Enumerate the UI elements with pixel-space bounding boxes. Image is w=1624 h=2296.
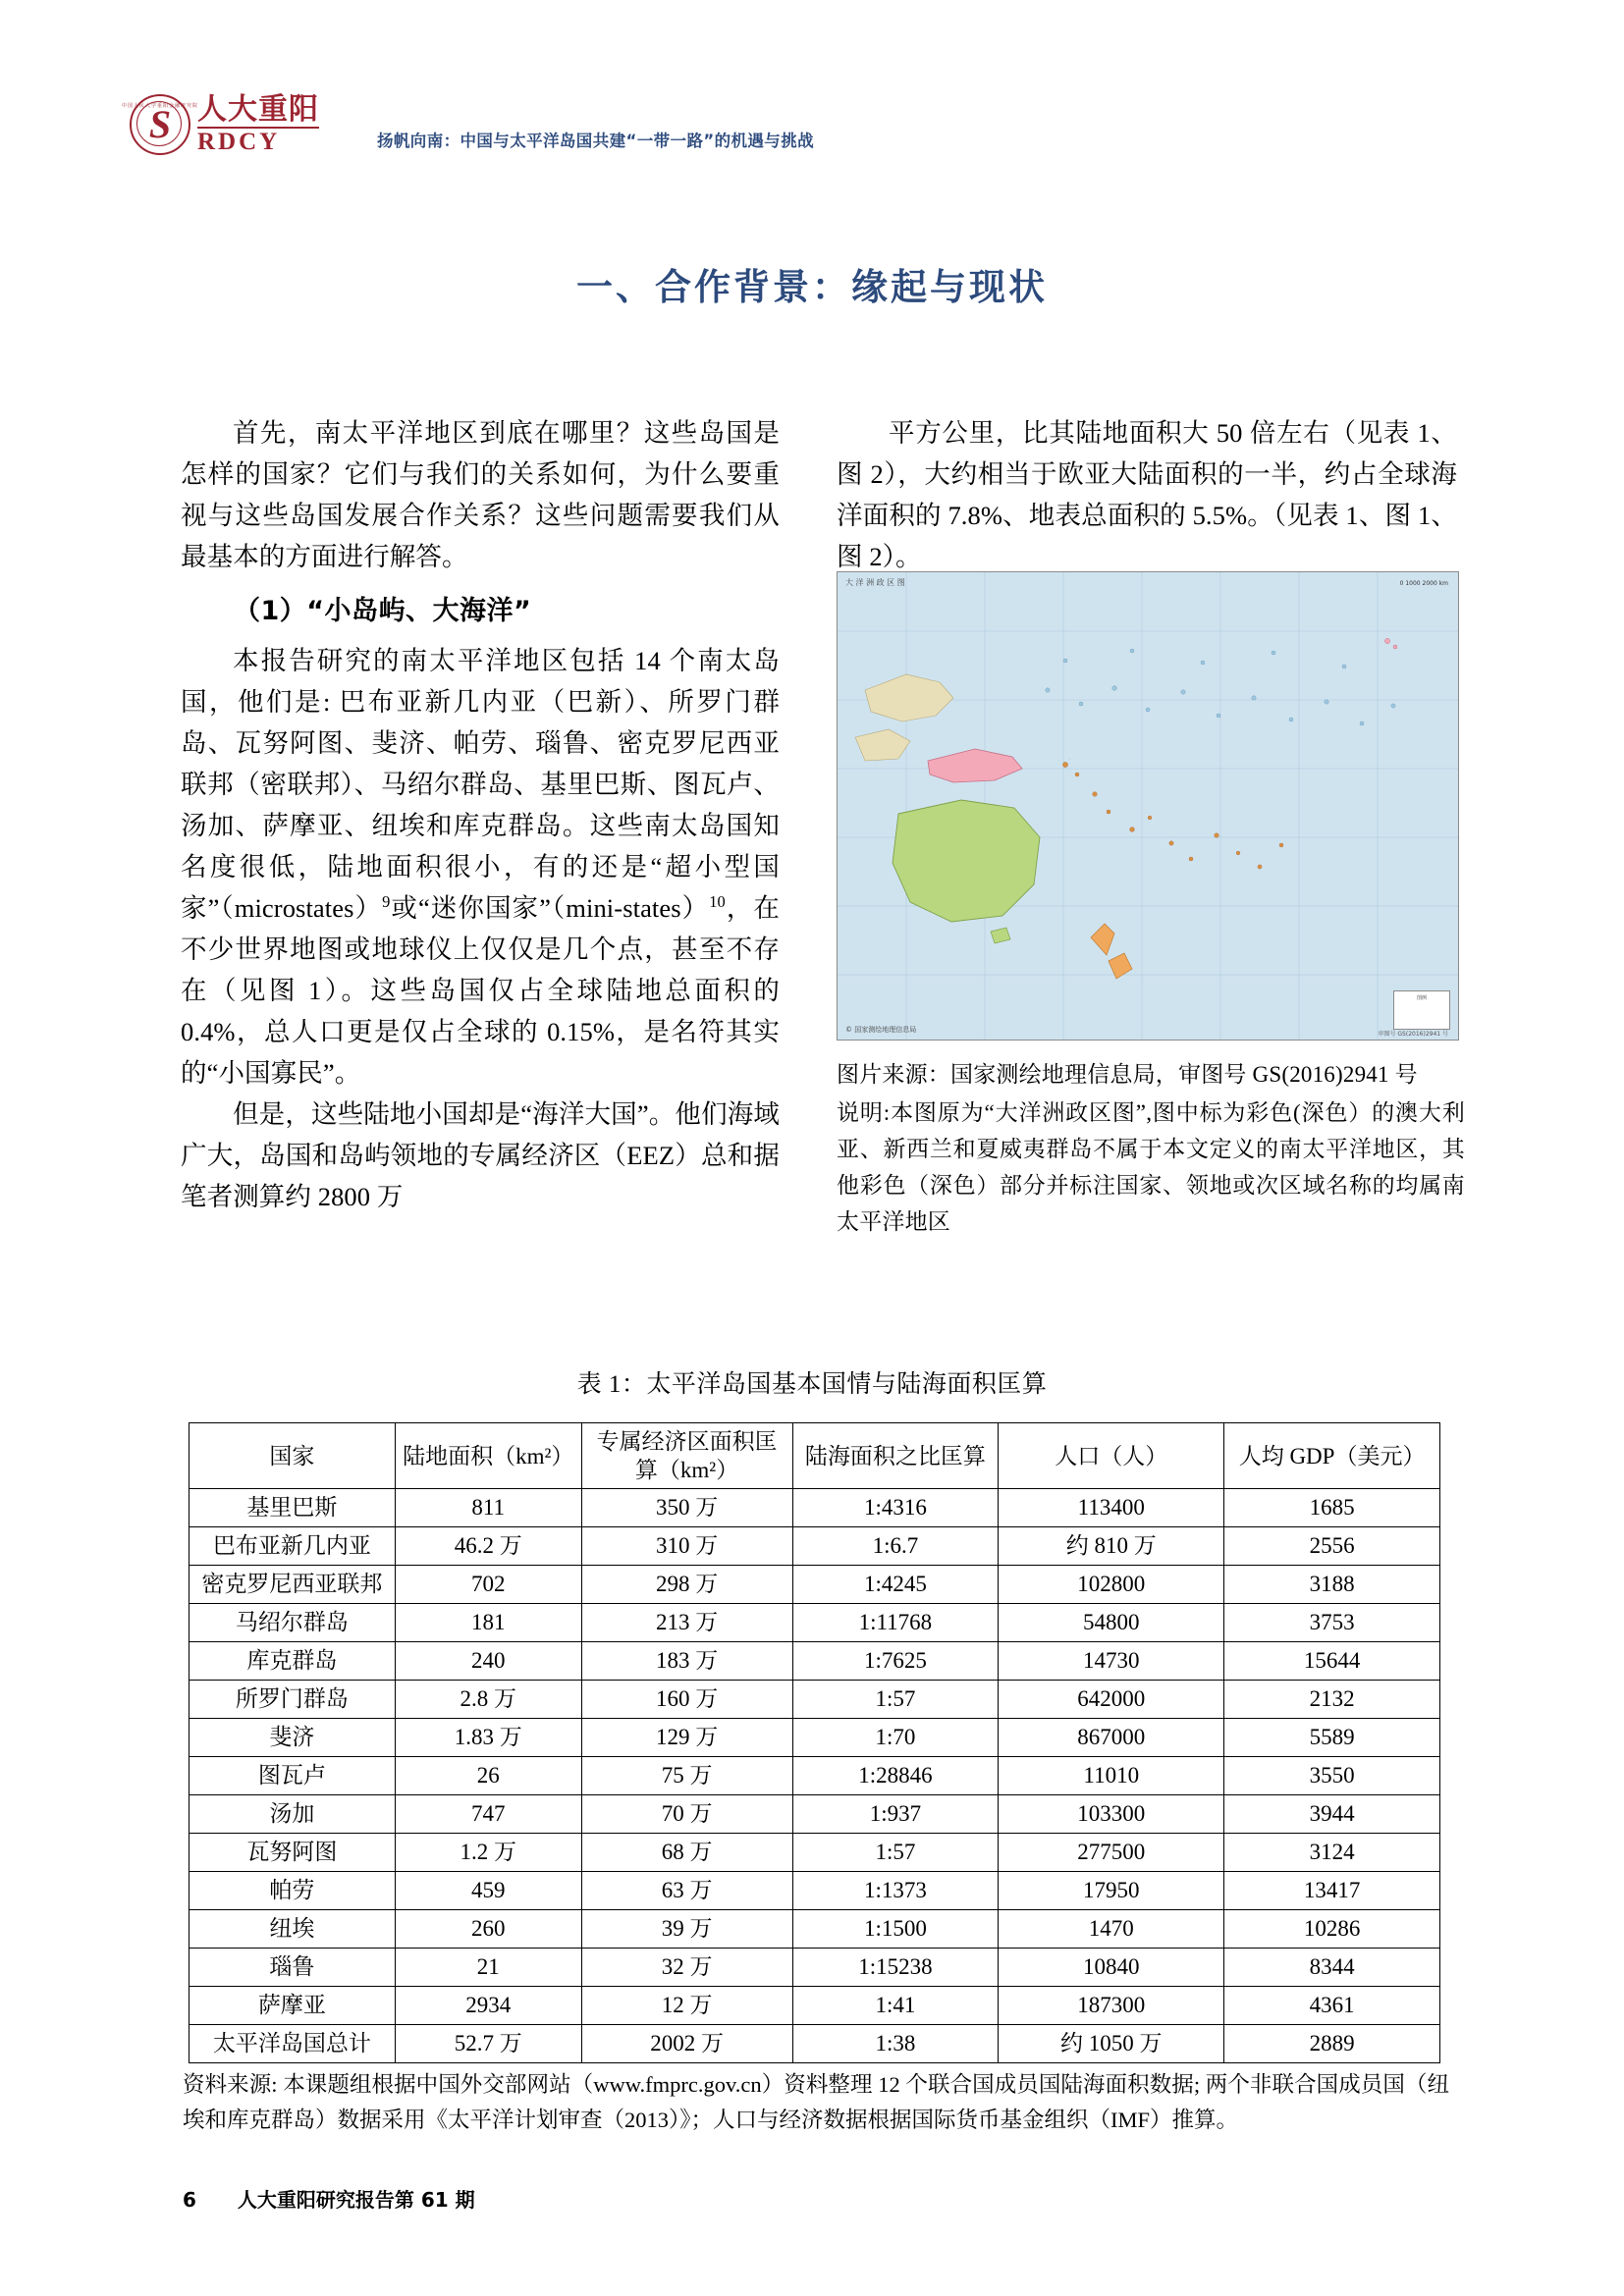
cell-eez-area: 75 万 bbox=[581, 1757, 792, 1795]
cell-population: 113400 bbox=[999, 1489, 1224, 1527]
column-header-eez-area: 专属经济区面积匡算（km²） bbox=[581, 1423, 792, 1489]
cell-gdp: 3124 bbox=[1224, 1834, 1440, 1872]
footnote-marker-10: 10 bbox=[709, 892, 726, 912]
cell-population: 11010 bbox=[999, 1757, 1224, 1795]
table-row bbox=[189, 1681, 1440, 1719]
footnote-marker-9: 9 bbox=[382, 892, 391, 912]
cell-gdp: 10286 bbox=[1224, 1910, 1440, 1949]
cell-land-area: 2934 bbox=[395, 1987, 581, 2025]
cell-ratio: 1:70 bbox=[792, 1719, 999, 1757]
cell-population: 约 810 万 bbox=[999, 1527, 1224, 1566]
cell-gdp: 2556 bbox=[1224, 1527, 1440, 1566]
cell-population: 187300 bbox=[999, 1987, 1224, 2025]
figure-note-text: 本图原为“大洋洲政区图”,图中标为彩色(深色）的澳大利亚、新西兰和夏威夷群岛不属于本文定义的南太平洋地区，其他彩色（深色）部分并标注国家、领地或次区域名称的均属南太平洋地区 bbox=[837, 1100, 1465, 1234]
cell-country: 帕劳 bbox=[189, 1872, 396, 1910]
cell-ratio: 1:11768 bbox=[792, 1604, 999, 1642]
cell-country: 密克罗尼西亚联邦 bbox=[189, 1566, 396, 1604]
cell-country: 汤加 bbox=[189, 1795, 396, 1834]
cell-ratio: 1:28846 bbox=[792, 1757, 999, 1795]
logo-wordmark bbox=[197, 94, 319, 155]
table-row bbox=[189, 1872, 1440, 1910]
cell-country: 太平洋岛国总计 bbox=[189, 2025, 396, 2063]
cell-land-area: 1.2 万 bbox=[395, 1834, 581, 1872]
cell-country: 纽埃 bbox=[189, 1910, 396, 1949]
cell-population: 642000 bbox=[999, 1681, 1224, 1719]
table-row bbox=[189, 1987, 1440, 2025]
cell-eez-area: 213 万 bbox=[581, 1604, 792, 1642]
cell-gdp: 15644 bbox=[1224, 1642, 1440, 1681]
cell-population: 约 1050 万 bbox=[999, 2025, 1224, 2063]
table-row bbox=[189, 1910, 1440, 1949]
cell-land-area: 26 bbox=[395, 1757, 581, 1795]
cell-eez-area: 183 万 bbox=[581, 1642, 792, 1681]
cell-land-area: 747 bbox=[395, 1795, 581, 1834]
cell-land-area: 260 bbox=[395, 1910, 581, 1949]
figure-note-label: 说明: bbox=[837, 1100, 891, 1125]
column-header-gdp-per-capita: 人均 GDP（美元） bbox=[1224, 1423, 1440, 1489]
seal-letter: S bbox=[148, 102, 172, 146]
cell-land-area: 46.2 万 bbox=[395, 1527, 581, 1566]
cell-gdp: 3188 bbox=[1224, 1566, 1440, 1604]
svg-text:·: · bbox=[1069, 758, 1071, 762]
cell-population: 867000 bbox=[999, 1719, 1224, 1757]
paragraph-ocean-states: 但是，这些陆地小国却是“海洋大国”。他们海域广大，岛国和岛屿领地的专属经济区（EEZ）总和据笔者测算约 2800 万 bbox=[181, 1099, 780, 1211]
cell-gdp: 2889 bbox=[1224, 2025, 1440, 2063]
cell-ratio: 1:7625 bbox=[792, 1642, 999, 1681]
cell-country: 斐济 bbox=[189, 1719, 396, 1757]
figure-note bbox=[837, 1095, 1465, 1240]
running-title: 扬帆向南：中国与太平洋岛国共建“一带一路”的机遇与挑战 bbox=[377, 132, 814, 150]
cell-ratio: 1:4245 bbox=[792, 1566, 999, 1604]
cell-land-area: 1.83 万 bbox=[395, 1719, 581, 1757]
cell-eez-area: 350 万 bbox=[581, 1489, 792, 1527]
table-row bbox=[189, 1834, 1440, 1872]
column-header-land-area: 陆地面积（km²） bbox=[395, 1423, 581, 1489]
cell-ratio: 1:6.7 bbox=[792, 1527, 999, 1566]
cell-land-area: 240 bbox=[395, 1642, 581, 1681]
cell-population: 10840 bbox=[999, 1949, 1224, 1987]
cell-population: 277500 bbox=[999, 1834, 1224, 1872]
cell-gdp: 4361 bbox=[1224, 1987, 1440, 2025]
cell-ratio: 1:15238 bbox=[792, 1949, 999, 1987]
column-header-land-sea-ratio: 陆海面积之比匡算 bbox=[792, 1423, 999, 1489]
cell-ratio: 1:937 bbox=[792, 1795, 999, 1834]
cell-country: 马绍尔群岛 bbox=[189, 1604, 396, 1642]
cell-eez-area: 12 万 bbox=[581, 1987, 792, 2025]
page-number: 6 bbox=[183, 2188, 196, 2212]
table-row bbox=[189, 1795, 1440, 1834]
map-image bbox=[838, 572, 1458, 1040]
cell-eez-area: 298 万 bbox=[581, 1566, 792, 1604]
cell-land-area: 702 bbox=[395, 1566, 581, 1604]
cell-land-area: 459 bbox=[395, 1872, 581, 1910]
cell-land-area: 21 bbox=[395, 1949, 581, 1987]
table-source-note: 资料来源: 本课题组根据中国外交部网站（www.fmprc.gov.cn）资料整理 12 个联合国成员国陆海面积数据; 两个非联合国成员国（纽埃和库克群岛）数据采用《太平洋计划审查（2013）》；人口与经济数据根据国际货币基金组织（IMF）推算。 bbox=[183, 2072, 1449, 2132]
cell-land-area: 52.7 万 bbox=[395, 2025, 581, 2063]
seal-icon bbox=[121, 94, 199, 155]
paragraph-island-list-a: 本报告研究的南太平洋地区包括 14 个南太岛国，他们是: 巴布亚新几内亚（巴新）、所罗门群岛、瓦努阿图、斐济、帕劳、瑙鲁、密克罗尼西亚联邦（密联邦）、马绍尔群岛、基里巴斯、图瓦卢、汤加、萨摩亚、纽埃和库克群岛。这些南太岛国知名度很低，陆地面积很小，有的还是“超小型国家”（microstates） bbox=[181, 646, 780, 923]
cell-eez-area: 68 万 bbox=[581, 1834, 792, 1872]
cell-land-area: 2.8 万 bbox=[395, 1681, 581, 1719]
cell-population: 14730 bbox=[999, 1642, 1224, 1681]
cell-eez-area: 32 万 bbox=[581, 1949, 792, 1987]
cell-gdp: 13417 bbox=[1224, 1872, 1440, 1910]
page-header bbox=[121, 92, 1494, 155]
left-column bbox=[181, 412, 780, 1217]
cell-eez-area: 39 万 bbox=[581, 1910, 792, 1949]
paragraph-island-list bbox=[181, 640, 780, 1094]
cell-gdp: 3753 bbox=[1224, 1604, 1440, 1642]
page-footer bbox=[183, 2184, 1449, 2213]
figure-source-label: 图片来源： bbox=[837, 1062, 950, 1087]
rdcy-logo bbox=[121, 92, 355, 155]
oceania-map-figure bbox=[837, 571, 1459, 1041]
seal-ring-text: 中国人民大学重阳金融研究院 bbox=[121, 103, 199, 109]
table-row bbox=[189, 1527, 1440, 1566]
logo-brand-en: RDCY bbox=[197, 128, 281, 155]
cell-ratio: 1:4316 bbox=[792, 1489, 999, 1527]
cell-population: 17950 bbox=[999, 1872, 1224, 1910]
cell-gdp: 1685 bbox=[1224, 1489, 1440, 1527]
map-attribution-label: © 国家测绘地理信息局 bbox=[845, 1026, 917, 1034]
section-subheading: （1）“小岛屿、大海洋” bbox=[234, 596, 532, 626]
table-row bbox=[189, 1757, 1440, 1795]
footer-series-title: 人大重阳研究报告第 61 期 bbox=[237, 2188, 475, 2212]
table-row-total bbox=[189, 2025, 1440, 2063]
column-header-country: 国家 bbox=[189, 1423, 396, 1489]
cell-country: 所罗门群岛 bbox=[189, 1681, 396, 1719]
cell-gdp: 2132 bbox=[1224, 1681, 1440, 1719]
country-stats-table bbox=[189, 1422, 1440, 2063]
cell-land-area: 181 bbox=[395, 1604, 581, 1642]
table-row bbox=[189, 1566, 1440, 1604]
paragraph-island-list-c: ，在不少世界地图或地球仪上仅仅是几个点，甚至不存在（见图 1）。这些岛国仅占全球陆地总面积的 0.4%，总人口更是仅占全球的 0.15%，是名符其实的“小国寡民”。 bbox=[181, 893, 780, 1088]
cell-eez-area: 70 万 bbox=[581, 1795, 792, 1834]
cell-eez-area: 160 万 bbox=[581, 1681, 792, 1719]
map-legend: 图例 bbox=[1393, 990, 1450, 1030]
logo-brand-cn: 人大重阳 bbox=[197, 92, 319, 128]
cell-country: 瑙鲁 bbox=[189, 1949, 396, 1987]
table-title: 表 1：太平洋岛国基本国情与陆海面积匡算 bbox=[576, 1371, 1048, 1398]
table-row bbox=[189, 1604, 1440, 1642]
paragraph-eez-area: 平方公里，比其陆地面积大 50 倍左右（见表 1、图 2），大约相当于欧亚大陆面积的一半，约占全球海洋面积的 7.8%、地表总面积的 5.5%。（见表 1、图 1、图 2）。 bbox=[837, 418, 1457, 571]
paragraph-intro: 首先，南太平洋地区到底在哪里？这些岛国是怎样的国家？它们与我们的关系如何，为什么要重视与这些岛国发展合作关系？这些问题需要我们从最基本的方面进行解答。 bbox=[181, 418, 780, 571]
map-title-label: 大 洋 洲 政 区 图 bbox=[845, 578, 905, 587]
figure-caption bbox=[837, 1056, 1465, 1240]
cell-population: 103300 bbox=[999, 1795, 1224, 1834]
cell-eez-area: 2002 万 bbox=[581, 2025, 792, 2063]
cell-country: 瓦努阿图 bbox=[189, 1834, 396, 1872]
cell-gdp: 3550 bbox=[1224, 1757, 1440, 1795]
column-header-population: 人口（人） bbox=[999, 1423, 1224, 1489]
table-row bbox=[189, 1719, 1440, 1757]
cell-country: 萨摩亚 bbox=[189, 1987, 396, 2025]
table-row bbox=[189, 1489, 1440, 1527]
cell-eez-area: 129 万 bbox=[581, 1719, 792, 1757]
cell-ratio: 1:38 bbox=[792, 2025, 999, 2063]
cell-population: 1470 bbox=[999, 1910, 1224, 1949]
cell-population: 102800 bbox=[999, 1566, 1224, 1604]
cell-land-area: 811 bbox=[395, 1489, 581, 1527]
cell-ratio: 1:41 bbox=[792, 1987, 999, 2025]
cell-ratio: 1:57 bbox=[792, 1681, 999, 1719]
table-row bbox=[189, 1949, 1440, 1987]
cell-country: 基里巴斯 bbox=[189, 1489, 396, 1527]
table-header-row bbox=[189, 1423, 1440, 1489]
cell-eez-area: 63 万 bbox=[581, 1872, 792, 1910]
cell-country: 巴布亚新几内亚 bbox=[189, 1527, 396, 1566]
cell-gdp: 5589 bbox=[1224, 1719, 1440, 1757]
table-row bbox=[189, 1642, 1440, 1681]
cell-eez-area: 310 万 bbox=[581, 1527, 792, 1566]
cell-gdp: 3944 bbox=[1224, 1795, 1440, 1834]
map-scale-label: 0 1000 2000 km bbox=[1399, 580, 1448, 587]
page-title: 一、合作背景：缘起与现状 bbox=[576, 266, 1048, 308]
cell-population: 54800 bbox=[999, 1604, 1224, 1642]
figure-source-text: 国家测绘地理信息局，审图号 GS(2016)2941 号 bbox=[950, 1062, 1418, 1087]
cell-ratio: 1:57 bbox=[792, 1834, 999, 1872]
right-column bbox=[837, 412, 1457, 577]
cell-gdp: 8344 bbox=[1224, 1949, 1440, 1987]
map-review-number-label: 审图号 GS(2016)2941 号 bbox=[1378, 1031, 1448, 1038]
cell-country: 图瓦卢 bbox=[189, 1757, 396, 1795]
cell-ratio: 1:1373 bbox=[792, 1872, 999, 1910]
cell-ratio: 1:1500 bbox=[792, 1910, 999, 1949]
cell-country: 库克群岛 bbox=[189, 1642, 396, 1681]
table-body bbox=[189, 1489, 1440, 2063]
paragraph-island-list-b: 或“迷你国家”（mini‑states） bbox=[390, 893, 710, 923]
